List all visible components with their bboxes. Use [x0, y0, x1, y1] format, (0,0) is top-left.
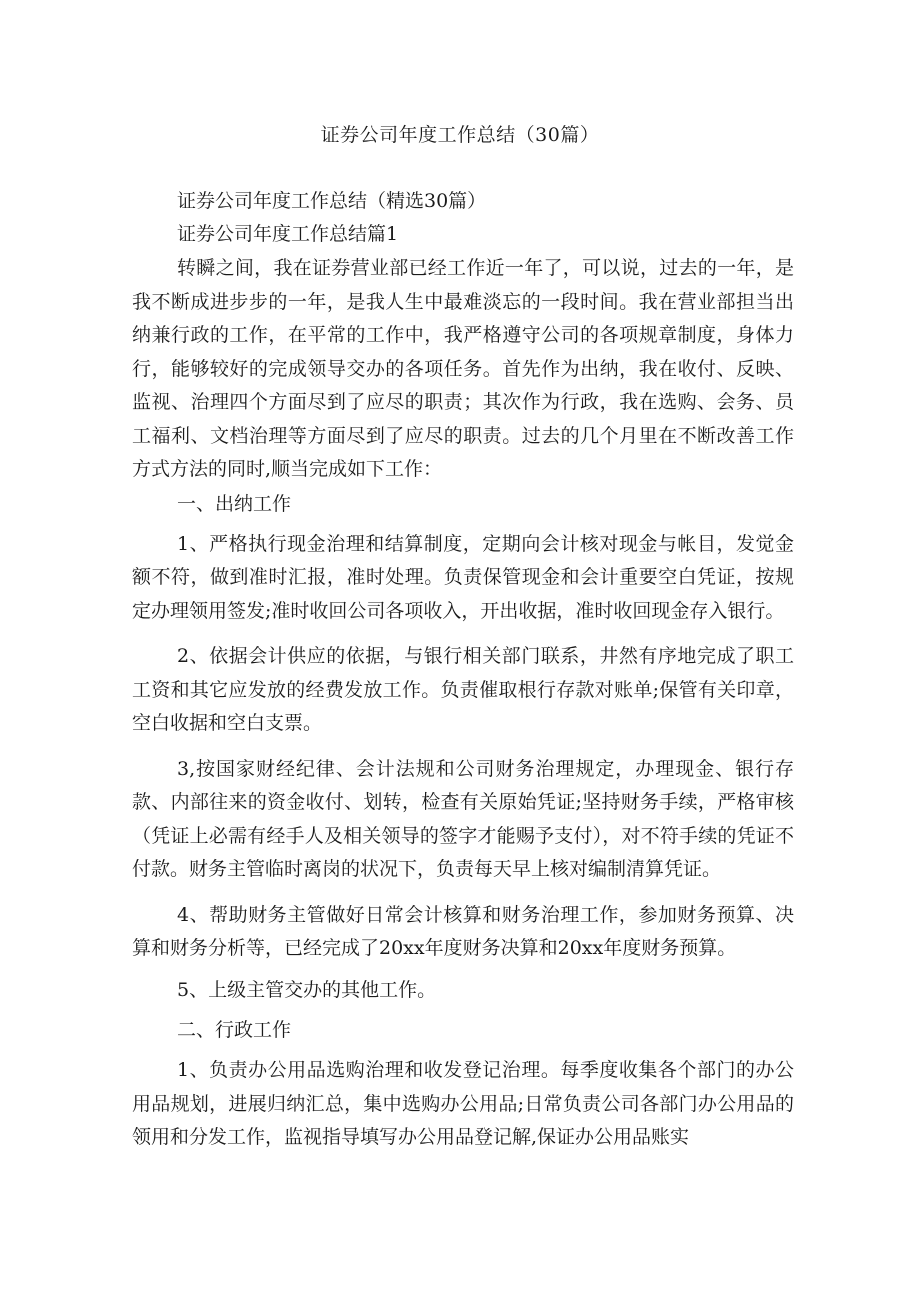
heading-admin-work: 二、行政工作 [177, 1019, 292, 1041]
document-body [132, 186, 794, 1155]
heading-cashier-work: 一、出纳工作 [177, 492, 292, 515]
admin-item-1: 1、负责办公用品选购治理和收发登记治理。每季度收集各个部门的办公用品规划，进展归纳汇总，集中选购办公用品;日常负责公司各部门办公用品的领用和分发工作，监视指导填写办公用品登记解,保证办公用品账实 [132, 1059, 794, 1148]
cashier-item-4: 4、帮助财务主管做好日常会计核算和财务治理工作，参加财务预算、决算和财务分析等，已经完成了20xx年度财务决算和20xx年度财务预算。 [132, 903, 794, 959]
intro-paragraph: 转瞬之间，我在证券营业部已经工作近一年了，可以说，过去的一年，是我不断成进步步的一年，是我人生中最难淡忘的一段时间。我在营业部担当出纳兼行政的工作，在平常的工作中，我严格遵守公司的各项规章制度，身体力行，能够较好的完成领导交办的各项任务。首先作为出纳，我在收付、反映、监视、治理四个方面尽到了应尽的职责；其次作为行政，我在选购、会务、员工福利、文档治理等方面尽到了应尽的职责。过去的几个月里在不断改善工作方式方法的同时,顺当完成如下工作： [132, 257, 794, 480]
document-title: 证券公司年度工作总结（30篇） [320, 124, 600, 146]
document-subtitle: 证券公司年度工作总结（精选30篇） [177, 190, 487, 212]
cashier-item-2: 2、依据会计供应的依据，与银行相关部门联系，井然有序地完成了职工工资和其它应发放的经费发放工作。负责催取根行存款对账单;保管有关印章，空白收据和空白支票。 [132, 645, 794, 734]
cashier-item-3: 3,按国家财经纪律、会计法规和公司财务治理规定，办理现金、银行存款、内部往来的资金收付、划转，检查有关原始凭证;坚持财务手续，严格审核（凭证上必需有经手人及相关领导的签字才能赐予支付），对不符手续的凭证不付款。财务主管临时离岗的状况下，负责每天早上核对编制清算凭证。 [132, 757, 794, 880]
section-title: 证券公司年度工作总结篇1 [177, 223, 399, 245]
cashier-item-1: 1、严格执行现金治理和结算制度，定期向会计核对现金与帐目，发觉金额不符，做到准时汇报，准时处理。负责保管现金和会计重要空白凭证，按规定办理领用签发;准时收回公司各项收入，开出收据，准时收回现金存入银行。 [132, 532, 794, 622]
cashier-item-5: 5、上级主管交办的其他工作。 [177, 978, 437, 1001]
